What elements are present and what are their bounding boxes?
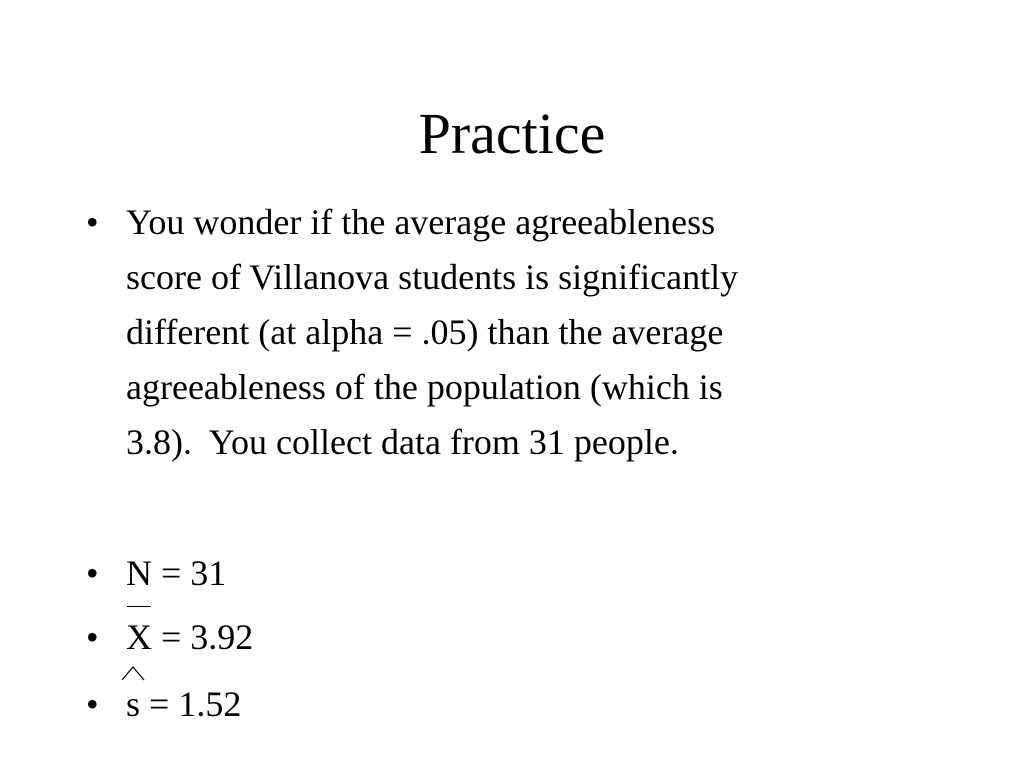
text-line: different (at alpha = .05) than the average <box>126 312 724 352</box>
symbol-x: X <box>126 617 152 657</box>
symbol-x-bar <box>126 610 152 665</box>
bullet-text <box>126 195 926 470</box>
bullet-text <box>126 677 926 732</box>
bullet-marker: • <box>86 553 99 593</box>
text-line: agreeableness of the population (which is <box>126 367 723 407</box>
bullet-marker: • <box>86 202 99 242</box>
slide-title: Practice <box>418 101 606 166</box>
overbar-mark <box>127 606 151 607</box>
bullet-marker: • <box>86 617 99 657</box>
text-line: You wonder if the average agreeableness <box>126 202 716 242</box>
symbol-s: s <box>126 684 141 724</box>
bullet-text <box>126 546 926 601</box>
bullet-marker: • <box>86 684 99 724</box>
value-text: = 31 <box>152 553 227 593</box>
value-text: = 3.92 <box>152 617 254 657</box>
text-line: 3.8). You collect data from 31 people. <box>126 422 679 462</box>
hat-mark <box>120 663 148 683</box>
symbol-s-hat <box>126 677 140 732</box>
bullet-text <box>126 610 926 665</box>
symbol-n: N <box>126 553 152 593</box>
value-text: = 1.52 <box>140 684 242 724</box>
text-line: score of Villanova students is significantly <box>126 257 739 297</box>
